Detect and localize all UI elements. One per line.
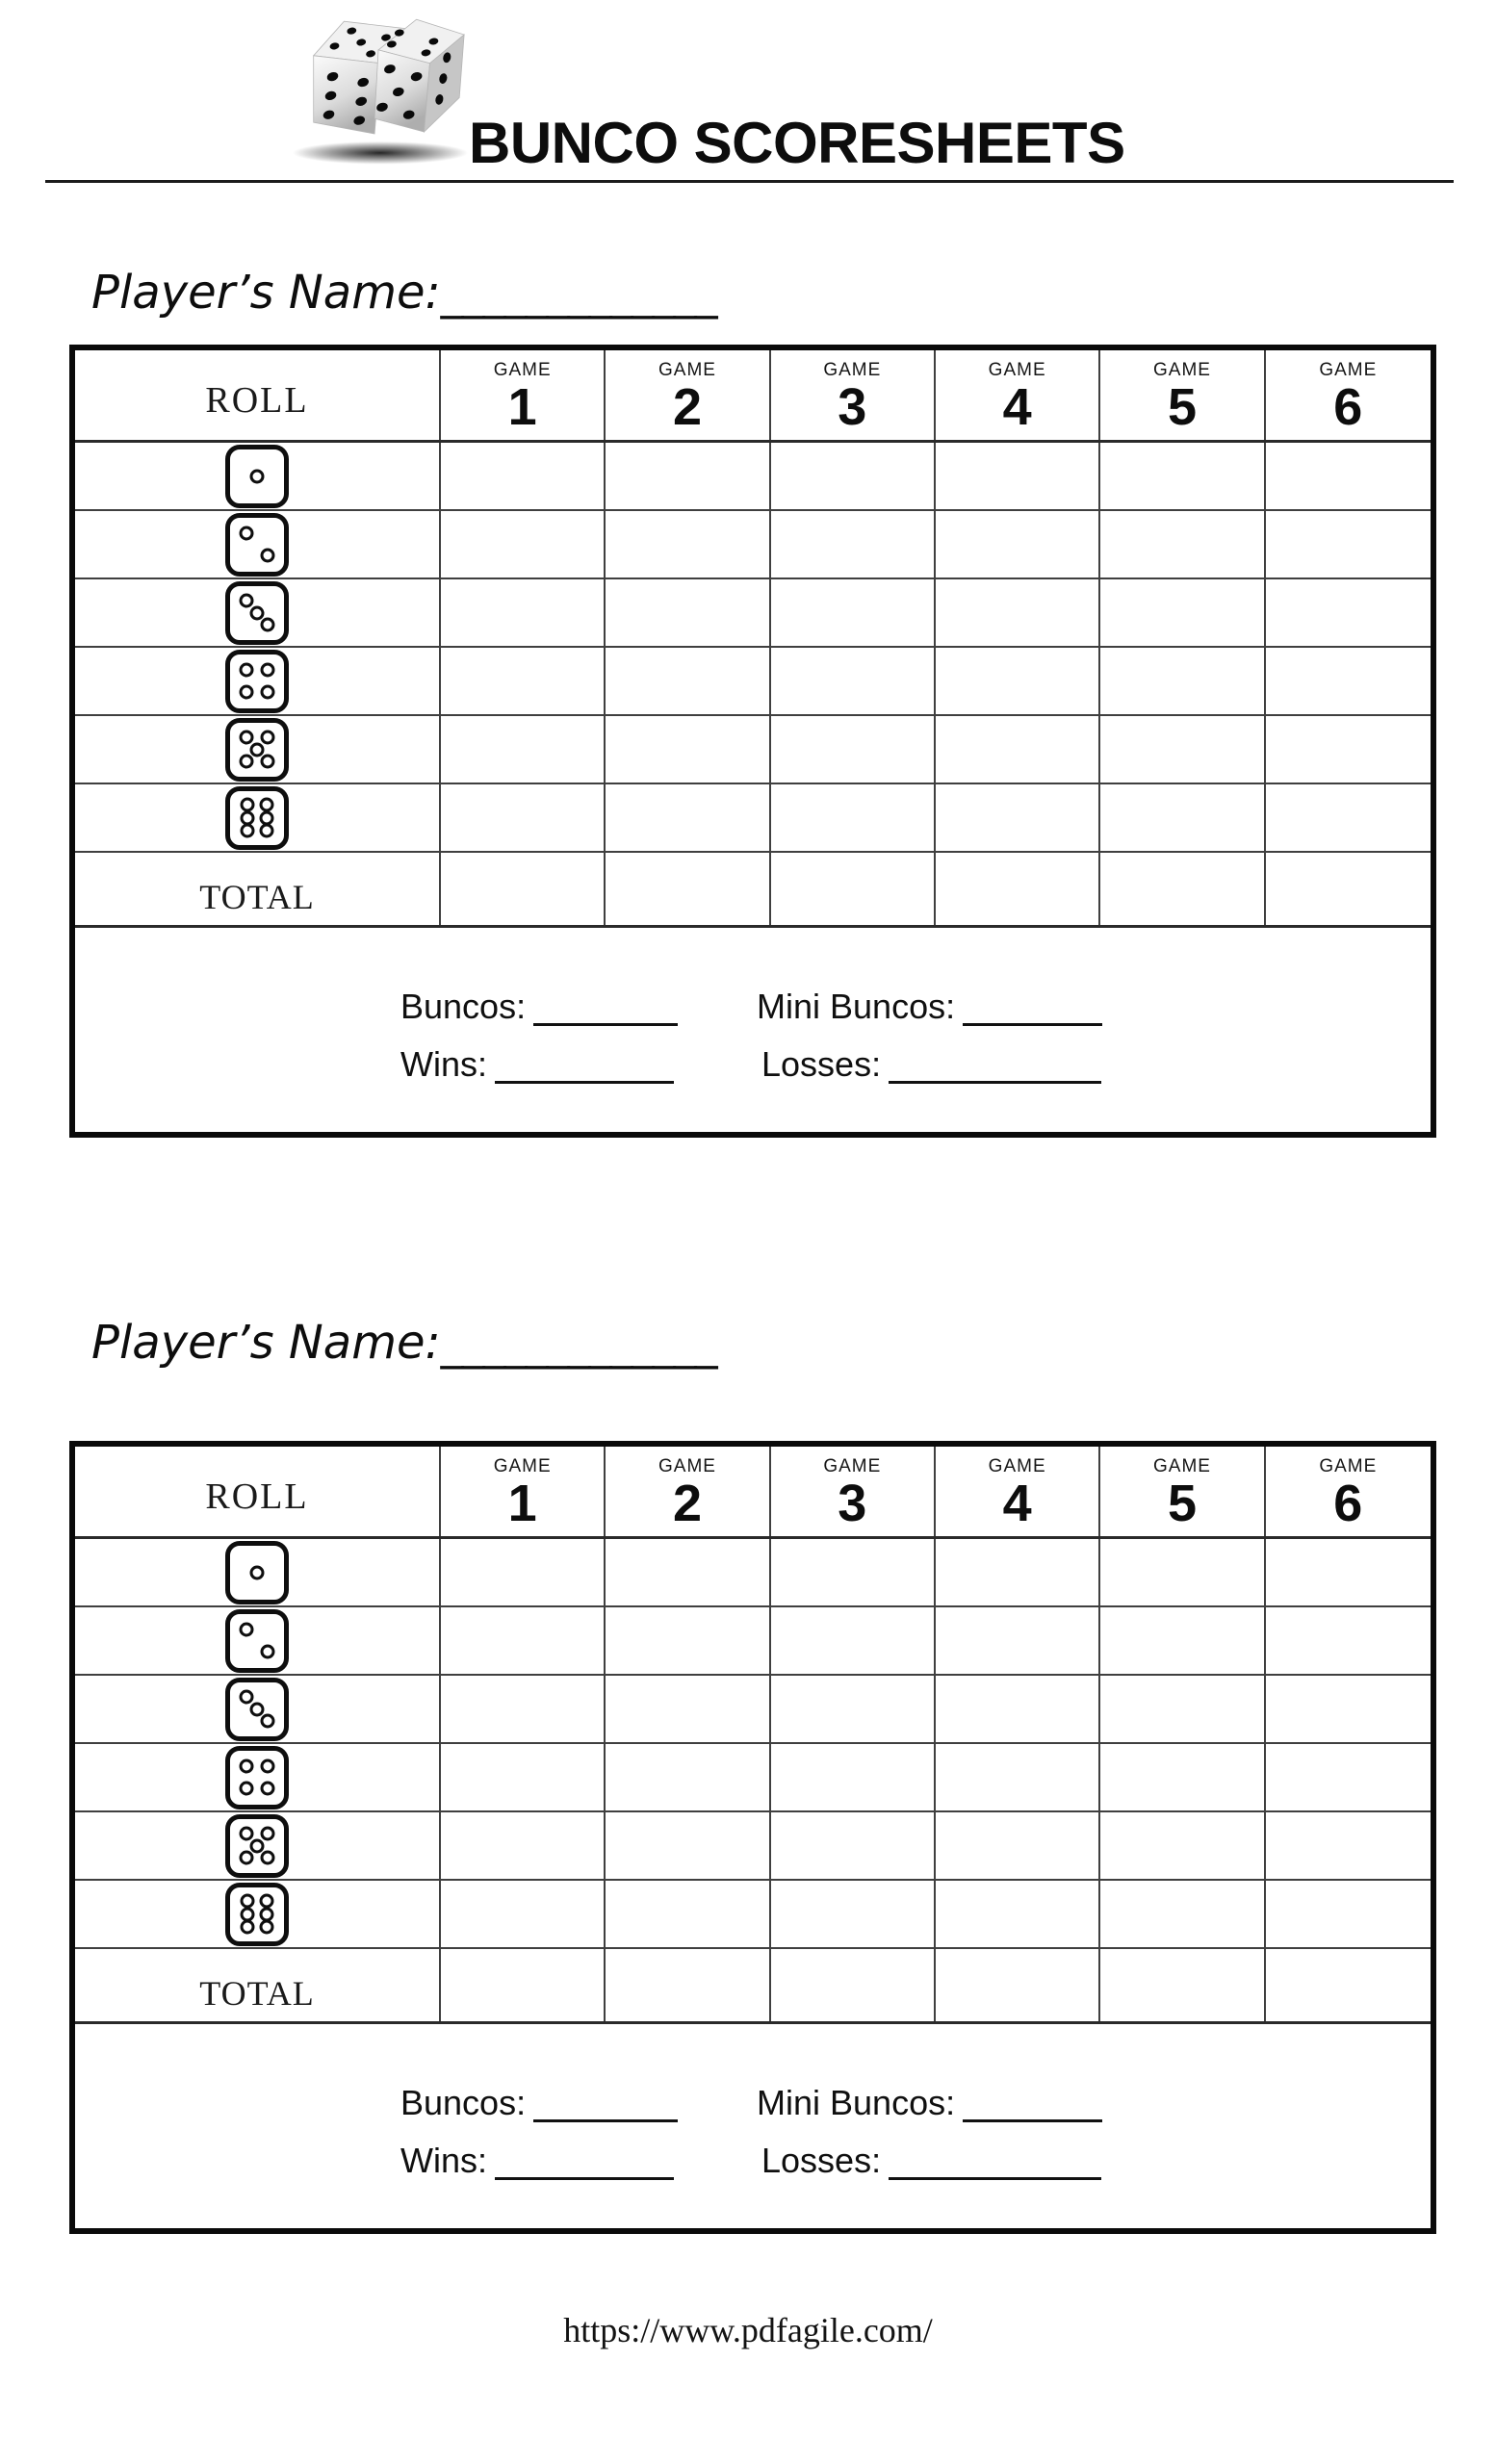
die-pip [261, 1850, 275, 1864]
score-cell[interactable] [771, 1539, 936, 1605]
total-score-cell[interactable] [1266, 1949, 1431, 2021]
die-face-2-icon [225, 1609, 289, 1673]
die-pip [239, 1827, 253, 1841]
die-pip [259, 1919, 273, 1934]
score-cell[interactable] [936, 1744, 1100, 1810]
score-cell[interactable] [1100, 1812, 1265, 1879]
game-header-word: GAME [1319, 1456, 1378, 1476]
die-pip [250, 1565, 265, 1579]
die-pip [260, 1759, 274, 1774]
dice-row [75, 1744, 1431, 1812]
player-name-line [91, 1316, 716, 1370]
losses-field [761, 2139, 1101, 2180]
game-header-word: GAME [1319, 360, 1378, 380]
game-header-number: 5 [1167, 378, 1198, 436]
game-header-number: 5 [1167, 1475, 1198, 1532]
score-cell[interactable] [1100, 1607, 1265, 1674]
game-column-header [606, 1447, 770, 1536]
footer-link[interactable]: https://www.pdfagile.com/ [563, 2311, 933, 2349]
score-cell[interactable] [606, 1539, 770, 1605]
player-name-blank[interactable]: _____________ [440, 266, 716, 320]
stats-row-2 [75, 2138, 1431, 2180]
game-header-number: 4 [1002, 378, 1032, 436]
roll-cell [75, 579, 441, 646]
die-pip [240, 684, 254, 699]
dice-row [75, 1607, 1431, 1676]
wins-blank[interactable] [495, 1042, 674, 1084]
die-face-3-icon [225, 1678, 289, 1741]
die-pip [250, 742, 265, 757]
score-cell[interactable] [1100, 1539, 1265, 1605]
roll-cell [75, 1881, 441, 1947]
stats-row-1 [75, 984, 1431, 1026]
die-pip [260, 684, 274, 699]
score-cell[interactable] [1266, 579, 1431, 646]
buncos-label: Buncos: [400, 987, 527, 1027]
score-cell[interactable] [1266, 1676, 1431, 1742]
mini-buncos-label: Mini Buncos: [757, 987, 956, 1027]
score-cell[interactable] [936, 1607, 1100, 1674]
wins-field [400, 2139, 674, 2180]
stats-section [75, 928, 1431, 1132]
game-header-word: GAME [1153, 360, 1211, 380]
player-name-blank[interactable]: _____________ [440, 1316, 716, 1370]
score-cell[interactable] [606, 511, 770, 578]
score-cell[interactable] [1100, 784, 1265, 851]
buncos-blank[interactable] [533, 985, 678, 1026]
dice-row [75, 1881, 1431, 1949]
die-pip [239, 1690, 253, 1705]
score-cell[interactable] [1100, 443, 1265, 509]
score-table [69, 1441, 1436, 2234]
score-cell[interactable] [606, 1676, 770, 1742]
wins-blank[interactable] [495, 2139, 674, 2180]
die-pip [241, 1919, 255, 1934]
roll-cell [75, 716, 441, 783]
header-divider [45, 180, 1454, 183]
score-cell[interactable] [936, 1676, 1100, 1742]
losses-label: Losses: [761, 1044, 882, 1085]
score-cell[interactable] [606, 648, 770, 714]
score-table [69, 345, 1436, 1138]
wins-label: Wins: [400, 1044, 487, 1085]
score-cell[interactable] [936, 648, 1100, 714]
dice-row [75, 511, 1431, 579]
score-cell[interactable] [441, 784, 606, 851]
score-cell[interactable] [441, 1744, 606, 1810]
stats-row-1 [75, 2080, 1431, 2122]
score-cell[interactable] [936, 716, 1100, 783]
losses-label: Losses: [761, 2141, 882, 2181]
score-table-body [75, 1539, 1431, 1949]
die-pip [240, 663, 254, 678]
roll-cell [75, 443, 441, 509]
player-name-label: Player’s Name: [91, 1316, 441, 1370]
score-cell[interactable] [771, 579, 936, 646]
total-score-cell[interactable] [936, 1949, 1100, 2021]
dice-row [75, 648, 1431, 716]
game-header-word: GAME [988, 1456, 1046, 1476]
score-cell[interactable] [606, 784, 770, 851]
game-column-header [1266, 1447, 1431, 1536]
roll-cell [75, 1812, 441, 1879]
score-cell[interactable] [1100, 648, 1265, 714]
score-cell[interactable] [441, 1539, 606, 1605]
total-score-cell[interactable] [1100, 1949, 1265, 2021]
total-score-cell[interactable] [441, 853, 606, 925]
game-column-header [936, 350, 1100, 440]
mini-buncos-label: Mini Buncos: [757, 2083, 956, 2123]
score-cell[interactable] [936, 579, 1100, 646]
roll-cell [75, 784, 441, 851]
score-table-body [75, 443, 1431, 853]
die-pip [239, 754, 253, 768]
die-pip [261, 1644, 275, 1658]
die-pip [250, 469, 265, 483]
score-cell[interactable] [771, 511, 936, 578]
score-cell[interactable] [441, 443, 606, 509]
score-cell[interactable] [1100, 716, 1265, 783]
score-cell[interactable] [1266, 1539, 1431, 1605]
game-header-number: 3 [838, 1475, 867, 1532]
game-column-header [606, 350, 770, 440]
roll-column-header: ROLL [75, 350, 441, 440]
buncos-field [400, 2081, 678, 2122]
losses-blank[interactable] [889, 1042, 1101, 1084]
total-score-cell[interactable] [1100, 853, 1265, 925]
score-cell[interactable] [606, 1744, 770, 1810]
die-pip [241, 823, 255, 837]
score-table-header-row [75, 1447, 1431, 1539]
mini-buncos-field [757, 2081, 1102, 2122]
buncos-blank[interactable] [533, 2081, 678, 2122]
score-cell[interactable] [771, 648, 936, 714]
score-cell[interactable] [936, 784, 1100, 851]
dice-row [75, 1539, 1431, 1607]
score-cell[interactable] [1100, 1881, 1265, 1947]
score-cell[interactable] [441, 648, 606, 714]
roll-cell [75, 1607, 441, 1674]
score-cell[interactable] [1100, 1744, 1265, 1810]
score-cell[interactable] [1100, 579, 1265, 646]
roll-cell [75, 648, 441, 714]
game-header-number: 6 [1333, 1475, 1363, 1532]
mini-buncos-blank[interactable] [963, 2081, 1102, 2122]
score-cell[interactable] [1266, 1881, 1431, 1947]
score-cell[interactable] [441, 1881, 606, 1947]
game-column-header [1266, 350, 1431, 440]
die-pip [260, 663, 274, 678]
stats-section [75, 2024, 1431, 2228]
game-column-header [771, 350, 936, 440]
roll-cell [75, 1539, 441, 1605]
game-header-number: 6 [1333, 378, 1363, 436]
dice-row [75, 1676, 1431, 1744]
die-face-5-icon [225, 718, 289, 782]
die-pip [239, 1623, 253, 1637]
score-cell[interactable] [606, 1881, 770, 1947]
die-pip [250, 1838, 265, 1853]
score-cell[interactable] [771, 1812, 936, 1879]
score-cell[interactable] [1100, 1676, 1265, 1742]
score-cell[interactable] [936, 1812, 1100, 1879]
losses-field [761, 1042, 1101, 1084]
game-header-word: GAME [823, 360, 882, 380]
score-table-header-row [75, 350, 1431, 443]
game-header-number: 1 [507, 378, 537, 436]
wins-field [400, 1042, 674, 1084]
score-cell[interactable] [936, 443, 1100, 509]
game-header-word: GAME [823, 1456, 882, 1476]
game-header-word: GAME [1153, 1456, 1211, 1476]
dice-logo [285, 8, 476, 166]
score-cell[interactable] [1100, 511, 1265, 578]
score-cell[interactable] [606, 716, 770, 783]
game-column-header [441, 1447, 606, 1536]
die-pip [260, 1781, 274, 1795]
die-face-2-icon [225, 513, 289, 577]
score-cell[interactable] [441, 1607, 606, 1674]
die-face-1-icon [225, 445, 289, 508]
buncos-label: Buncos: [400, 2083, 527, 2123]
total-score-cell[interactable] [771, 853, 936, 925]
total-label: TOTAL [75, 1949, 441, 2021]
losses-blank[interactable] [889, 2139, 1101, 2180]
die-face-1-icon [225, 1541, 289, 1604]
mini-buncos-field [757, 985, 1102, 1026]
game-header-number: 2 [672, 1475, 703, 1532]
score-cell[interactable] [1266, 1744, 1431, 1810]
score-cell[interactable] [771, 1676, 936, 1742]
score-cell[interactable] [606, 443, 770, 509]
score-cell[interactable] [771, 1607, 936, 1674]
dice-row [75, 1812, 1431, 1881]
total-score-cell[interactable] [606, 853, 770, 925]
roll-cell [75, 1744, 441, 1810]
score-cell[interactable] [606, 579, 770, 646]
die-pip [250, 1702, 265, 1716]
die-pip [239, 594, 253, 608]
die-face-4-icon [225, 1746, 289, 1810]
game-header-word: GAME [658, 1456, 716, 1476]
die-pip [240, 1759, 254, 1774]
dice-row [75, 784, 1431, 853]
game-header-number: 4 [1002, 1475, 1032, 1532]
buncos-field [400, 985, 678, 1026]
die-pip [239, 731, 253, 745]
game-column-header [936, 1447, 1100, 1536]
game-header-word: GAME [493, 360, 552, 380]
score-cell[interactable] [936, 511, 1100, 578]
game-header-word: GAME [658, 360, 716, 380]
game-header-number: 3 [838, 378, 867, 436]
die-pip [261, 617, 275, 631]
player-name-label: Player’s Name: [91, 266, 441, 320]
game-column-header [1100, 1447, 1265, 1536]
die-pip [240, 1781, 254, 1795]
die-pip [261, 1713, 275, 1728]
score-cell[interactable] [1266, 648, 1431, 714]
stats-row-2 [75, 1041, 1431, 1084]
score-cell[interactable] [1266, 784, 1431, 851]
score-cell[interactable] [606, 1607, 770, 1674]
score-cell[interactable] [441, 511, 606, 578]
score-cell[interactable] [771, 443, 936, 509]
wins-label: Wins: [400, 2141, 487, 2181]
mini-buncos-blank[interactable] [963, 985, 1102, 1026]
die-pip [261, 754, 275, 768]
die-face-5-icon [225, 1814, 289, 1878]
score-cell[interactable] [1266, 1812, 1431, 1879]
die-face-6-icon [225, 1883, 289, 1946]
score-cell[interactable] [771, 784, 936, 851]
game-column-header [441, 350, 606, 440]
page-title: BUNCO SCORESHEETS [469, 111, 1125, 175]
total-score-cell[interactable] [1266, 853, 1431, 925]
roll-cell [75, 1676, 441, 1742]
die-pip [261, 548, 275, 562]
score-cell[interactable] [936, 1881, 1100, 1947]
total-row [75, 853, 1431, 928]
dice-row [75, 443, 1431, 511]
die-pip [261, 731, 275, 745]
dice-row [75, 716, 1431, 784]
total-score-cell[interactable] [441, 1949, 606, 2021]
score-cell[interactable] [1266, 1607, 1431, 1674]
total-score-cell[interactable] [771, 1949, 936, 2021]
die-pip [250, 605, 265, 620]
die-pip [239, 526, 253, 541]
score-cell[interactable] [1266, 443, 1431, 509]
score-cell[interactable] [441, 716, 606, 783]
total-row [75, 1949, 1431, 2024]
die-pip [261, 1827, 275, 1841]
game-header-word: GAME [493, 1456, 552, 1476]
roll-column-header: ROLL [75, 1447, 441, 1536]
game-header-number: 1 [507, 1475, 537, 1532]
die-pip [259, 823, 273, 837]
score-cell[interactable] [441, 1812, 606, 1879]
dice-row [75, 579, 1431, 648]
score-cell[interactable] [441, 1676, 606, 1742]
score-cell[interactable] [606, 1812, 770, 1879]
game-column-header [771, 1447, 936, 1536]
total-score-cell[interactable] [936, 853, 1100, 925]
footer [0, 2310, 1496, 2350]
player-name-line [91, 266, 716, 320]
game-header-number: 2 [672, 378, 703, 436]
die-face-4-icon [225, 650, 289, 713]
score-cell[interactable] [771, 1744, 936, 1810]
score-cell[interactable] [1266, 716, 1431, 783]
die-face-6-icon [225, 786, 289, 850]
roll-cell [75, 511, 441, 578]
score-cell[interactable] [771, 716, 936, 783]
die-pip [239, 1850, 253, 1864]
score-cell[interactable] [771, 1881, 936, 1947]
total-label: TOTAL [75, 853, 441, 925]
score-cell[interactable] [1266, 511, 1431, 578]
total-score-cell[interactable] [606, 1949, 770, 2021]
die-face-3-icon [225, 581, 289, 645]
game-header-word: GAME [988, 360, 1046, 380]
score-cell[interactable] [936, 1539, 1100, 1605]
score-cell[interactable] [441, 579, 606, 646]
game-column-header [1100, 350, 1265, 440]
